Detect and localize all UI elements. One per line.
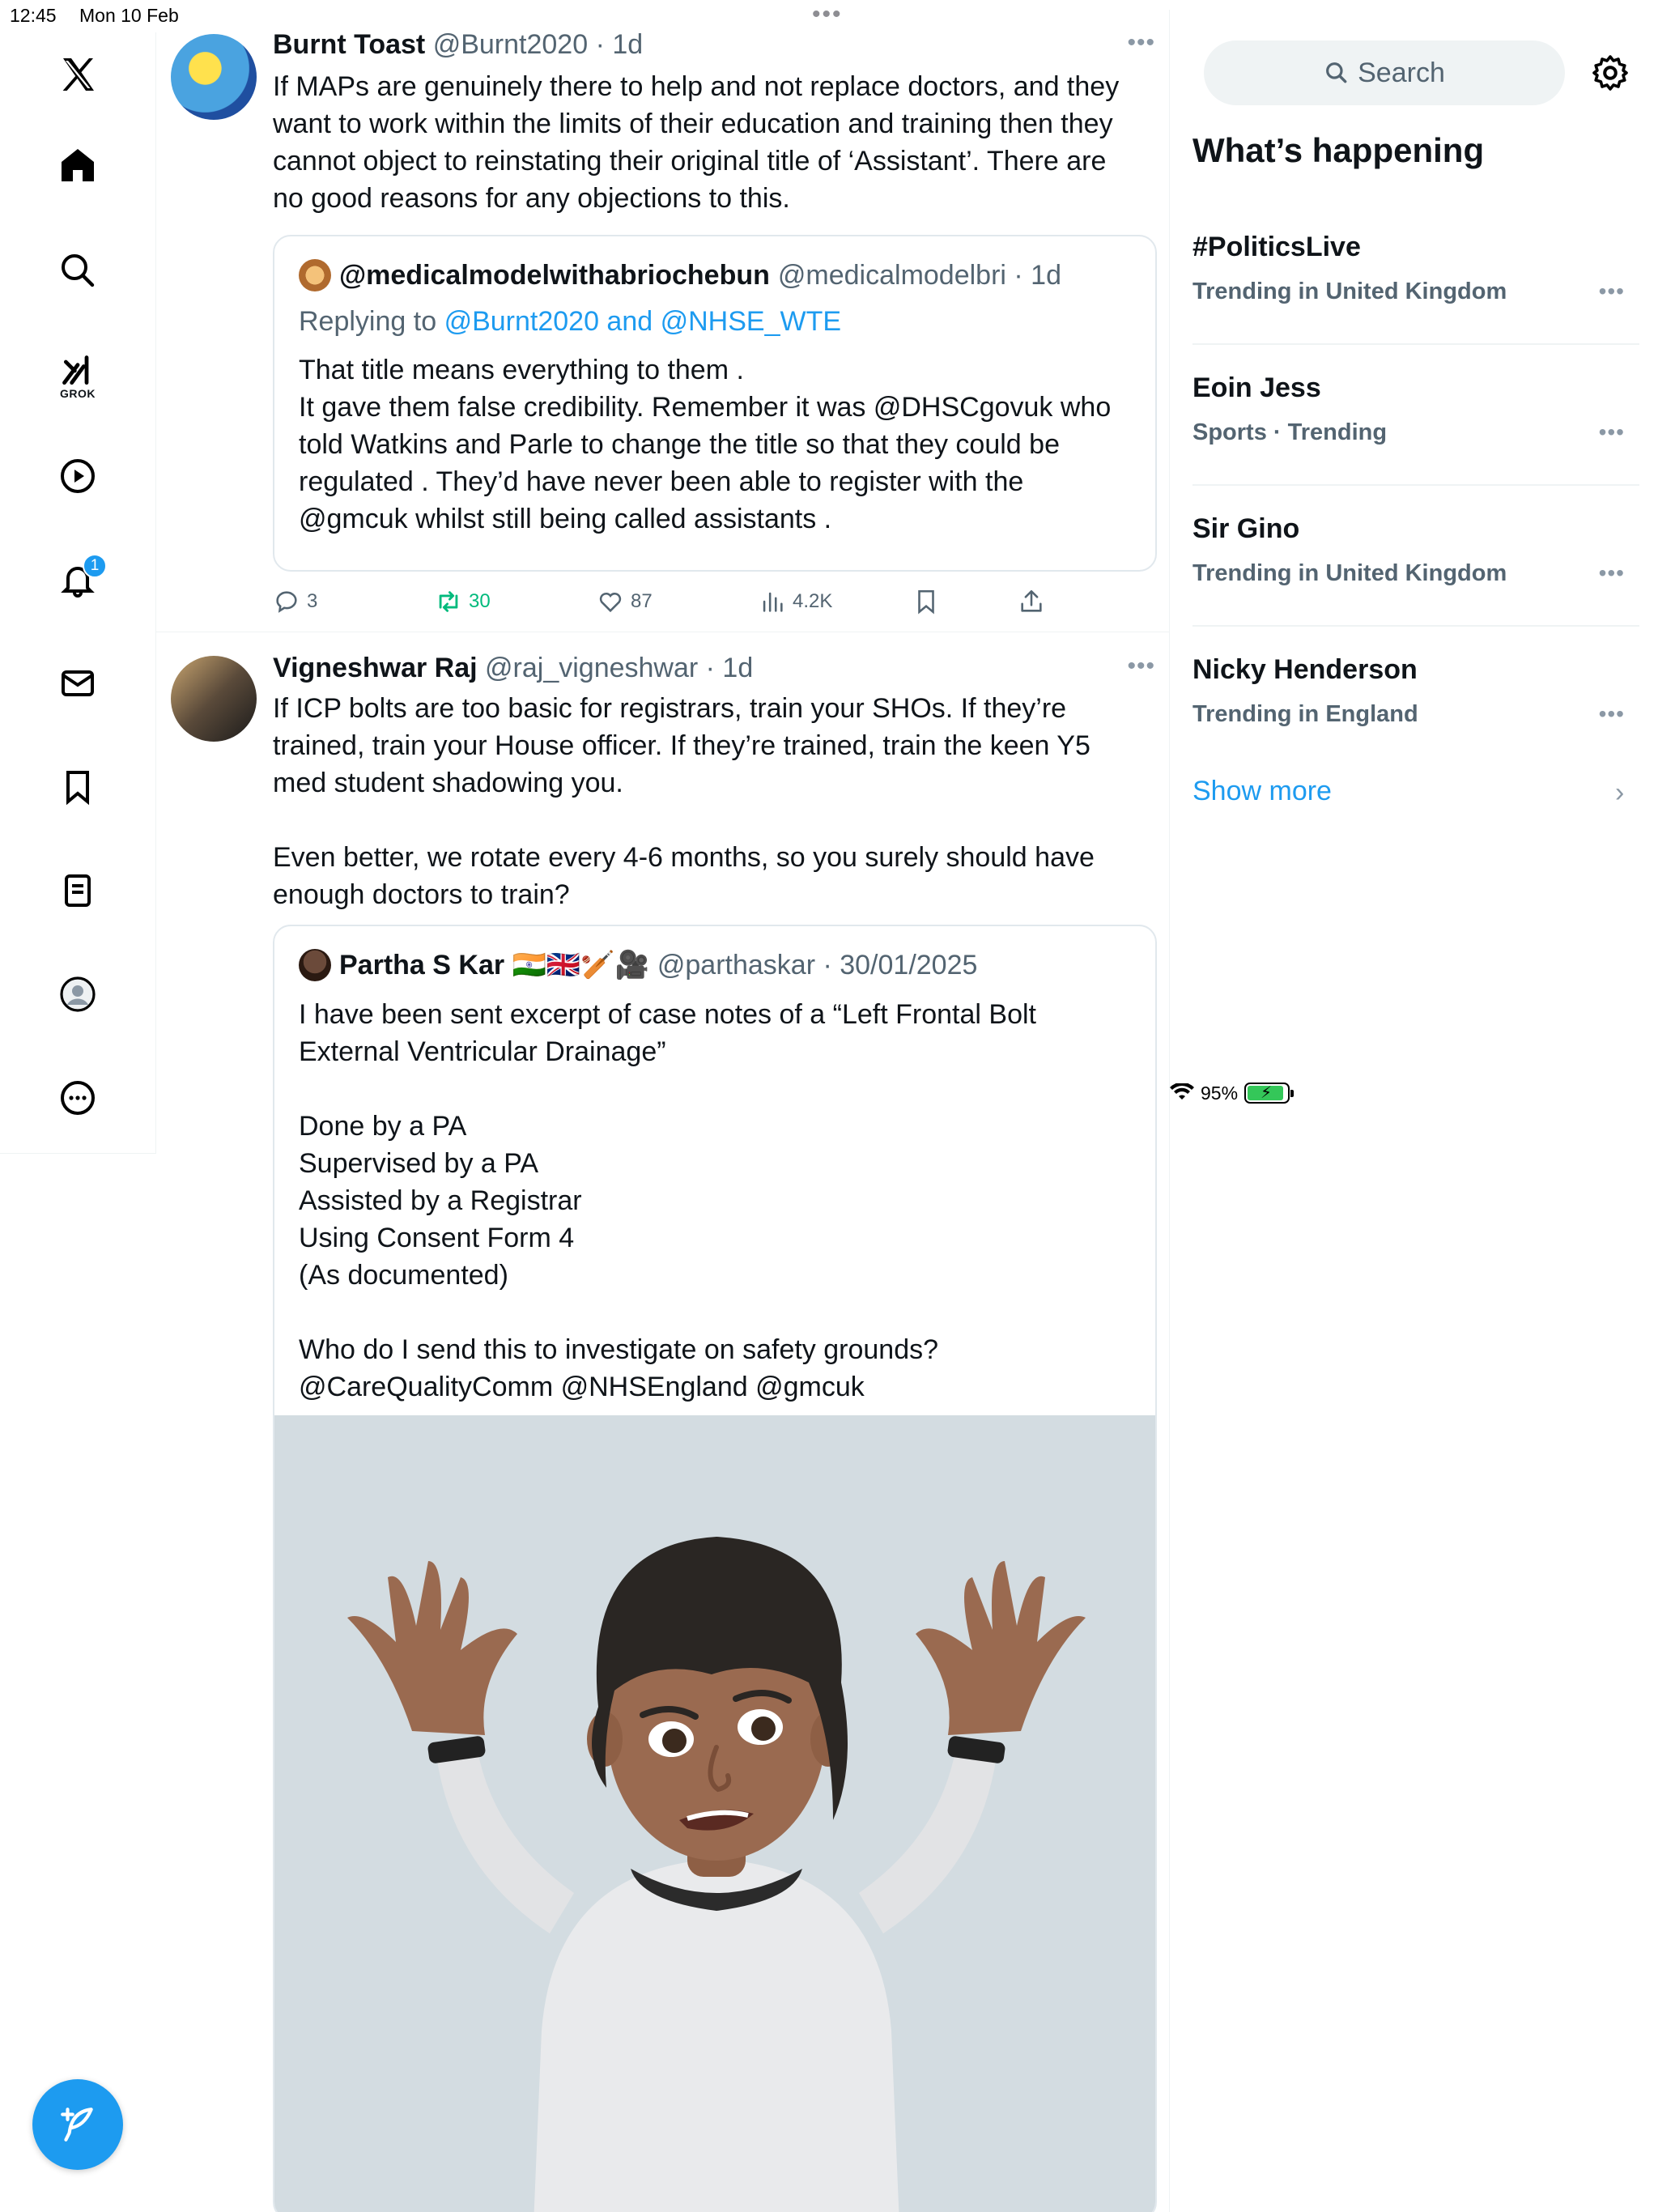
bookmark-icon [912,588,940,615]
post-text: If ICP bolts are too basic for registrars, train your SHOs. If they’re trained, train your House officer. If they’re trained, train the keen Y5 med student shadowing you. Even better, we rotate every 4-6 months, so you surely should have enough doctors to train? [273,693,1095,910]
messages-mail-icon[interactable] [53,659,102,708]
trend-meta: Trending in England [1192,701,1418,727]
right-sidebar [1170,32,1658,2212]
home-icon[interactable] [53,141,102,189]
show-more-link[interactable]: Show more [1192,776,1332,806]
trend-more-icon[interactable]: ••• [1598,560,1625,585]
trend-item[interactable] [1192,345,1639,486]
quoted-header [299,949,977,981]
search-placeholder: Search [1358,57,1445,88]
post[interactable] [156,633,1170,2212]
quoted-author-handle: @parthaskar · 30/01/2025 [657,949,978,981]
trend-name: Eoin Jess [1192,372,1321,403]
share-icon [1018,588,1045,615]
quoted-avatar [299,949,331,981]
battery-percent: 95% [1201,1082,1239,1104]
quoted-text: That title means everything to them . It gave them false credibility. Remember it was @DHSCgovuk who told Watkins and Parle to change the title so that they could be regulated . They’d have never been able to register with the @gmcuk whilst still being called assistants . [299,355,1112,534]
replying-prefix: Replying to [299,306,437,337]
profile-icon[interactable] [53,970,102,1019]
reply-count: 3 [307,590,318,612]
quoted-author-name: Partha S Kar 🇮🇳🇬🇧🏏🎥 [339,950,649,981]
trend-meta: Trending in United Kingdom [1192,560,1507,586]
repost-count: 30 [469,590,491,612]
trend-more-icon[interactable]: ••• [1598,279,1625,304]
quoted-author-name: @medicalmodelwithabriochebun [339,259,770,291]
post-header [273,653,753,684]
feather-plus-icon [57,2104,98,2145]
trend-name: Nicky Henderson [1192,654,1418,685]
x-logo-icon[interactable] [53,50,102,99]
whats-happening-heading: What’s happening [1192,131,1485,169]
avatar[interactable] [171,656,257,742]
share-button[interactable] [1018,588,1045,615]
more-options-icon[interactable] [53,1074,102,1122]
like-count: 87 [631,590,653,612]
compose-post-button[interactable] [32,2079,123,2170]
settings-gear-icon[interactable] [1591,53,1630,92]
views-chart-icon [759,588,786,615]
bookmark-button[interactable] [912,588,940,615]
replying-mentions[interactable]: @Burnt2020 and @NHSE_WTE [444,306,842,337]
lists-icon[interactable] [53,866,102,915]
search-input[interactable] [1204,40,1565,105]
quoted-media-image[interactable] [274,1415,1157,2212]
quoted-post[interactable] [273,235,1157,572]
quoted-avatar [299,259,331,291]
post-more-icon[interactable]: ••• [1127,653,1155,679]
battery-icon: ⚡ [1244,1083,1290,1104]
quoted-text: I have been sent excerpt of case notes of a “Left Frontal Bolt External Ventricular Drainage” Done by a PA Supervised by a PA Assisted by a Registrar Using Consent Form 4 (As documented) Who do I send this to investigate on safety grounds? @CareQualityComm @NHSEngland @gmcuk [299,999,1036,1402]
author-name[interactable]: Burnt Toast [273,29,426,60]
quoted-post[interactable] [273,925,1157,2212]
trend-more-icon[interactable]: ••• [1598,701,1625,726]
bookmarks-icon[interactable] [53,763,102,811]
trend-item[interactable] [1192,204,1639,345]
quoted-header [299,259,1061,291]
post-more-icon[interactable]: ••• [1127,29,1155,56]
post-text: If MAPs are genuinely there to help and not replace doctors, and they want to work within the limits of their education and training then they cannot object to reinstating their original title of ‘Assistant’. There are no good reasons for any objections to this. [273,71,1120,214]
author-handle[interactable]: @Burnt2020 · 1d [432,29,644,60]
author-handle[interactable]: @raj_vigneshwar · 1d [485,653,754,683]
reply-icon [273,588,300,615]
notification-badge: 1 [83,554,107,578]
left-nav [0,32,156,1154]
trend-meta: Sports · Trending [1192,419,1388,445]
repost-icon [435,588,462,615]
reply-button[interactable] [273,588,317,615]
timeline [156,10,1170,2212]
like-button[interactable] [597,588,653,615]
notifications-bell-icon[interactable] [53,555,102,604]
heart-icon [597,588,624,615]
post[interactable] [156,10,1170,633]
quoted-author-handle: @medicalmodelbri · 1d [777,259,1061,291]
trend-more-icon[interactable]: ••• [1598,419,1625,445]
grok-icon[interactable] [53,340,102,413]
trend-item[interactable] [1192,486,1639,627]
trend-meta: Trending in United Kingdom [1192,279,1507,304]
post-header [273,29,643,61]
status-time: 12:45 [10,5,57,26]
views-button[interactable] [759,588,832,615]
trend-name: Sir Gino [1192,513,1300,544]
status-date: Mon 10 Feb [79,5,179,26]
repost-button[interactable] [435,588,491,615]
views-count: 4.2K [793,590,833,612]
search-icon [1324,60,1350,86]
chevron-right-icon: › [1615,777,1625,808]
memoji-shrug-illustration [274,1415,1157,2212]
search-icon[interactable] [53,246,102,295]
avatar[interactable] [171,34,257,120]
video-play-icon[interactable] [53,452,102,500]
trend-item[interactable] [1192,627,1639,768]
trend-name: #PoliticsLive [1192,232,1361,262]
replying-to [299,306,841,338]
multitasking-dots-icon[interactable]: ••• [812,1,843,28]
post-actions [273,588,1082,625]
author-name[interactable]: Vigneshwar Raj [273,653,478,683]
grok-label: GROK [60,387,96,400]
